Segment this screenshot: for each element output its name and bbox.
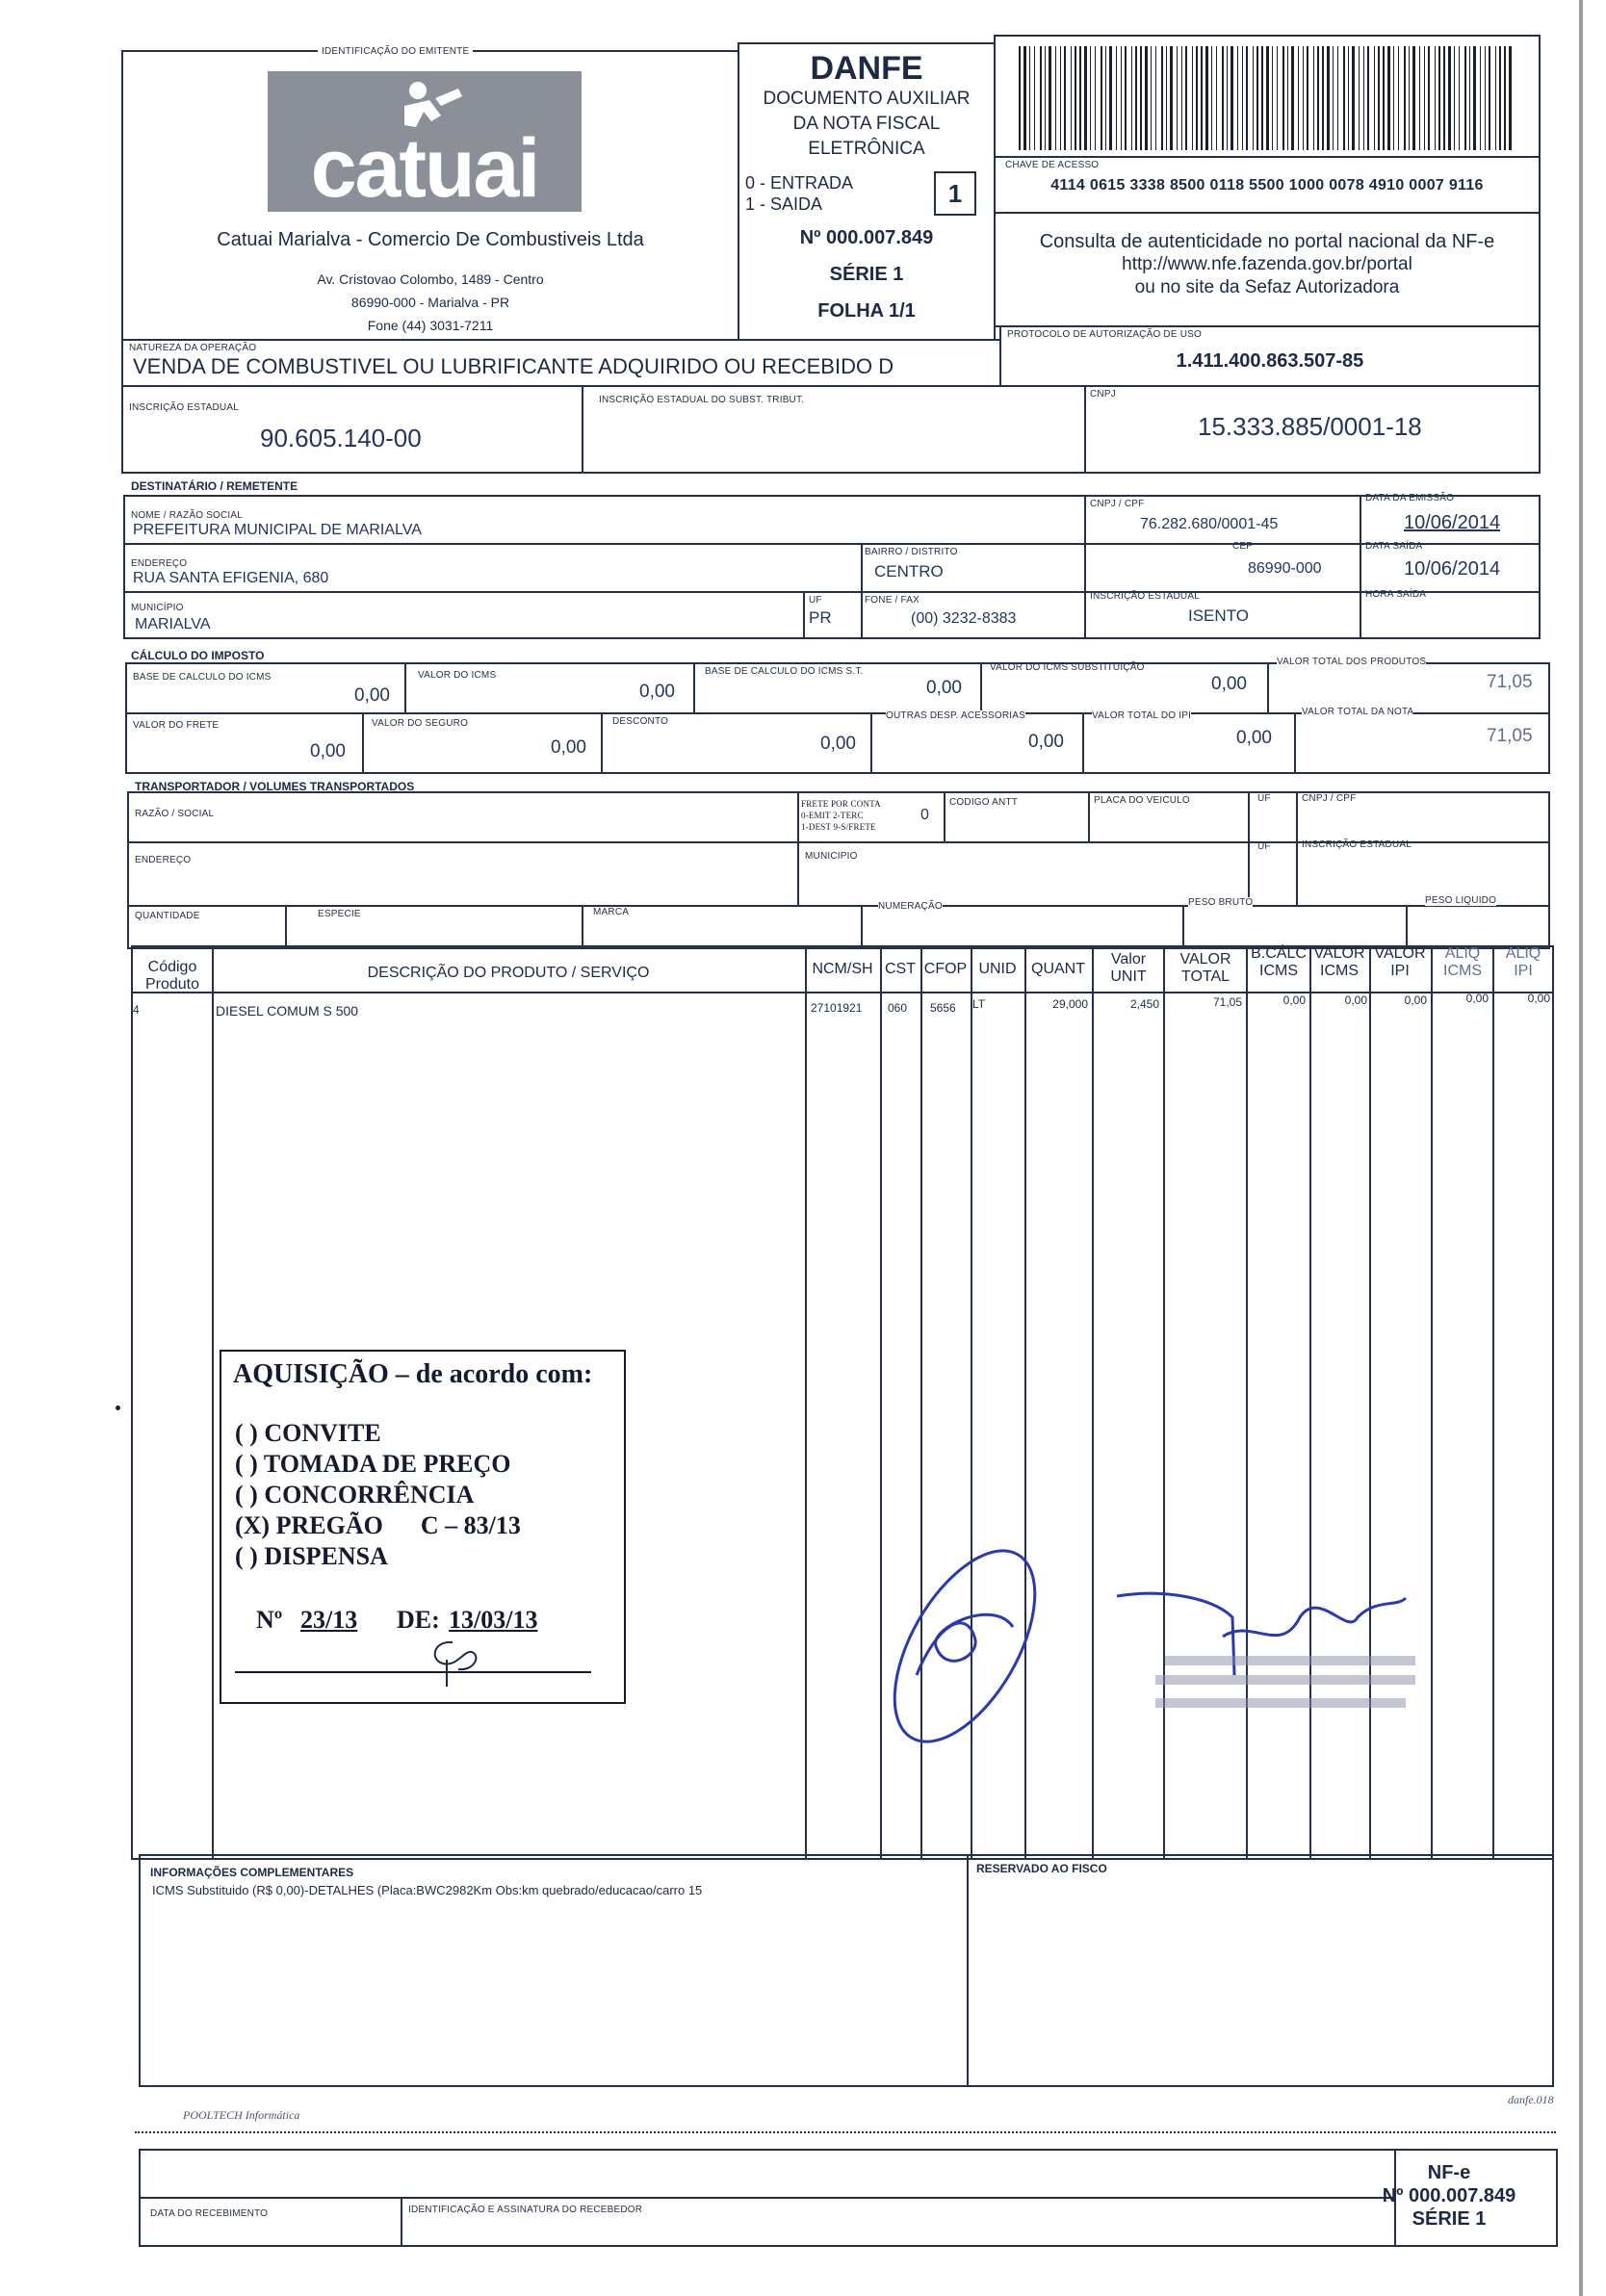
- footer-right: danfe.018: [1508, 2093, 1554, 2106]
- dest-ie: ISENTO: [1188, 606, 1249, 625]
- cell-vicms: 0,00: [1344, 993, 1367, 1007]
- protocolo-value: 1.411.400.863.507-85: [1176, 350, 1364, 372]
- complementares-text: ICMS Substituido (R$ 0,00)-DETALHES (Placa:BWC2982Km Obs:km quebrado/educacao/carro 15: [152, 1883, 703, 1897]
- imposto-section: CÁLCULO DO IMPOSTO: [131, 649, 265, 662]
- chave-consulta-3: ou no site da Sefaz Autorizadora: [1134, 277, 1400, 297]
- transp-frete-3: 1-DEST 9-S/FRETE: [801, 822, 876, 832]
- cell-codigo: 4: [133, 1003, 140, 1017]
- chave-consulta-1: Consulta de autenticidade no portal nacional da NF-e: [1039, 231, 1495, 252]
- ie-value: 90.605.140-00: [260, 424, 422, 452]
- cell-vipi: 0,00: [1404, 993, 1427, 1007]
- dest-uf: PR: [809, 608, 832, 627]
- stamp-title: AQUISIÇÃO – de acordo com:: [233, 1359, 593, 1389]
- danfe-subtitle-2: DA NOTA FISCAL: [792, 114, 941, 134]
- transp-liquido-label: PESO LIQUIDO: [1425, 895, 1497, 906]
- cell-aicms: 0,00: [1465, 992, 1489, 1005]
- stamp-line1: ( ) CONVITE: [235, 1419, 381, 1447]
- footer-serie: SÉRIE 1: [1412, 2208, 1487, 2230]
- emitente-address-1: Av. Cristovao Colombo, 1489 - Centro: [317, 271, 544, 287]
- th-descricao: DESCRIÇÃO DO PRODUTO / SERVIÇO: [367, 965, 650, 981]
- th-vtotal: VALOR TOTAL: [1179, 951, 1231, 985]
- transp-razao-label: RAZÃO / SOCIAL: [135, 809, 215, 819]
- dest-nome-label: NOME / RAZÃO SOCIAL: [131, 510, 244, 521]
- dest-cep-label: CEP: [1232, 541, 1254, 552]
- dest-cnpj: 76.282.680/0001-45: [1140, 516, 1279, 532]
- transp-ie-label: INSCRIÇÃO ESTADUAL: [1302, 839, 1412, 850]
- emitente-logo: [268, 71, 582, 215]
- signature-2: [1107, 1579, 1435, 1742]
- ie-st-label: INSCRIÇÃO ESTADUAL DO SUBST. TRIBUT.: [599, 395, 805, 405]
- assinatura-label: IDENTIFICAÇÃO E ASSINATURA DO RECEBEDOR: [408, 2205, 643, 2215]
- dest-endereco-label: ENDEREÇO: [131, 558, 188, 569]
- chave-consulta-2: http://www.nfe.fazenda.gov.br/portal: [1122, 254, 1412, 274]
- cell-bc: 0,00: [1282, 993, 1306, 1007]
- th-vicms: VALOR ICMS: [1313, 945, 1365, 979]
- danfe-numero: Nº 000.007.849: [799, 227, 934, 248]
- th-ncm: NCM/SH: [812, 961, 873, 977]
- transp-bruto-label: PESO BRUTO: [1188, 897, 1254, 908]
- transp-cnpj-label: CNPJ / CPF: [1302, 793, 1357, 804]
- cell-cst: 060: [888, 1001, 908, 1015]
- cell-quant: 29,000: [1052, 997, 1088, 1011]
- stamp-line5: ( ) DISPENSA: [235, 1542, 388, 1570]
- cut-line: [135, 2131, 1556, 2133]
- danfe-serie: SÉRIE 1: [829, 264, 904, 285]
- footer-left: POOLTECH Informática: [183, 2108, 300, 2122]
- th-cfop: CFOP: [923, 961, 968, 977]
- scan-edge: [1579, 0, 1583, 2296]
- aquisicao-stamp: [220, 1350, 626, 1704]
- th-cst: CST: [885, 961, 916, 977]
- emitente-phone: Fone (44) 3031-7211: [367, 318, 494, 333]
- v-prod: 71,05: [1487, 672, 1533, 692]
- barcode: [1019, 46, 1515, 150]
- dest-fone: (00) 3232-8383: [911, 610, 1017, 627]
- dest-ie-label: INSCRIÇÃO ESTADUAL: [1090, 591, 1200, 602]
- th-codigo: Código Produto: [144, 959, 200, 993]
- natureza-label: NATUREZA DA OPERAÇÃO: [129, 343, 257, 353]
- bc-st: 0,00: [926, 678, 962, 698]
- cell-descricao: DIESEL COMUM S 500: [216, 1003, 359, 1019]
- th-quant: QUANT: [1031, 961, 1085, 977]
- stamp-line3: ( ) CONCORRÊNCIA: [235, 1481, 475, 1509]
- stamp-de-prefix: DE:: [397, 1606, 440, 1634]
- transp-qtd-label: QUANTIDADE: [135, 911, 200, 921]
- outras: 0,00: [1028, 732, 1064, 752]
- transp-uf-label: UF: [1257, 793, 1271, 804]
- transp-uf2-label: UF: [1257, 841, 1271, 852]
- signature-1: [878, 1511, 1071, 1752]
- dest-fone-label: FONE / FAX: [865, 595, 920, 606]
- v-icms: 0,00: [639, 682, 675, 702]
- nota: 71,05: [1487, 726, 1533, 746]
- destinatario-section: DESTINATÁRIO / REMETENTE: [131, 479, 298, 493]
- transp-especie-label: ESPECIE: [318, 909, 361, 919]
- dest-municipio: MARIALVA: [135, 616, 211, 632]
- cell-unid: LT: [972, 997, 986, 1011]
- th-unid: UNID: [978, 961, 1017, 977]
- danfe-saida: 1 - SAIDA: [745, 194, 823, 214]
- bc-icms: 0,00: [354, 685, 390, 706]
- dest-bairro: CENTRO: [874, 562, 944, 580]
- transp-antt-label: CODIGO ANTT: [949, 797, 1019, 808]
- complementares-label: INFORMAÇÕES COMPLEMENTARES: [150, 1866, 354, 1879]
- bc-icms-label: BASE DE CALCULO DO ICMS: [133, 672, 272, 683]
- v-icms-label: VALOR DO ICMS: [418, 670, 497, 681]
- v-st: 0,00: [1211, 674, 1247, 694]
- frete-label: VALOR DO FRETE: [133, 720, 220, 731]
- transporte-section: TRANSPORTADOR / VOLUMES TRANSPORTADOS: [135, 780, 415, 793]
- cell-cfop: 5656: [930, 1001, 956, 1015]
- transp-placa-label: PLACA DO VEICULO: [1094, 795, 1190, 806]
- th-vunit: Valor UNIT: [1110, 951, 1147, 985]
- cell-aipi: 0,00: [1527, 992, 1550, 1005]
- danfe-subtitle-3: ELETRÔNICA: [808, 139, 925, 159]
- scan-dot: [116, 1406, 120, 1410]
- footer-nfe: NF-e: [1427, 2162, 1471, 2183]
- v-st-label: VALOR DO ICMS SUBSTITUIÇÃO: [990, 662, 1145, 673]
- stamp-line2: ( ) TOMADA DE PREÇO: [235, 1450, 511, 1478]
- chave-value: 4114 0615 3338 8500 0118 5500 1000 0078 4910 0007 9116: [1050, 177, 1484, 193]
- ie-label: INSCRIÇÃO ESTADUAL: [129, 402, 239, 413]
- bc-st-label: BASE DE CALCULO DO ICMS S.T.: [705, 666, 864, 677]
- danfe-tipo: 1: [934, 171, 976, 216]
- danfe-subtitle-1: DOCUMENTO AUXILIAR: [763, 89, 971, 109]
- dest-cep: 86990-000: [1248, 560, 1322, 577]
- dest-saida-label: DATA SAÍDA: [1365, 541, 1423, 552]
- desconto: 0,00: [820, 734, 856, 754]
- chave-label: CHAVE DE ACESSO: [1005, 160, 1100, 170]
- outras-label: OUTRAS DESP. ACESSORIAS: [886, 710, 1026, 721]
- footer-numero: Nº 000.007.849: [1382, 2185, 1516, 2206]
- stamp-line4: (X) PREGÃO C – 83/13: [235, 1511, 521, 1539]
- ipi: 0,00: [1236, 728, 1272, 748]
- danfe-entrada: 0 - ENTRADA: [745, 173, 854, 193]
- th-vipi: VALOR IPI: [1374, 945, 1426, 979]
- fisco-label: RESERVADO AO FISCO: [976, 1862, 1107, 1875]
- transp-frete-1: FRETE POR CONTA: [801, 799, 881, 809]
- dest-cnpj-label: CNPJ / CPF: [1090, 499, 1145, 509]
- transp-municipio-label: MUNICIPIO: [805, 851, 858, 862]
- v-prod-label: VALOR TOTAL DOS PRODUTOS: [1277, 657, 1427, 667]
- th-aipi: ALIQ IPI: [1505, 945, 1541, 979]
- cnpj-label: CNPJ: [1090, 389, 1116, 400]
- dest-bairro-label: BAIRRO / DISTRITO: [865, 547, 958, 557]
- th-bc: B.CÁLC ICMS: [1251, 945, 1307, 979]
- frete: 0,00: [310, 741, 346, 761]
- dest-emissao: 10/06/2014: [1404, 512, 1501, 533]
- natureza-value: VENDA DE COMBUSTIVEL OU LUBRIFICANTE ADQUIRIDO OU RECEBIDO D: [133, 354, 894, 378]
- protocolo-label: PROTOCOLO DE AUTORIZAÇÃO DE USO: [1007, 329, 1202, 340]
- stamp-initials-signature: [414, 1631, 501, 1689]
- danfe-folha: FOLHA 1/1: [817, 300, 916, 322]
- emitente-address-2: 86990-000 - Marialva - PR: [350, 295, 510, 310]
- destinatario-box: [123, 495, 1541, 639]
- seguro-label: VALOR DO SEGURO: [372, 718, 469, 729]
- cell-ncm: 27101921: [811, 1001, 863, 1015]
- stamp-numero-prefix: Nº: [256, 1606, 283, 1634]
- ipi-label: VALOR TOTAL DO IPI: [1092, 710, 1192, 721]
- dest-hora-label: HORA SAÍDA: [1365, 589, 1427, 600]
- desconto-label: DESCONTO: [612, 716, 669, 727]
- danfe-title: DANFE: [810, 50, 923, 87]
- stamp-numero: 23/13: [300, 1606, 358, 1634]
- stamp-data: 13/03/13: [449, 1606, 538, 1634]
- cnpj-value: 15.333.885/0001-18: [1198, 412, 1422, 441]
- transp-frete-value: 0: [920, 807, 929, 823]
- dest-endereco: RUA SANTA EFIGENIA, 680: [133, 570, 329, 586]
- transp-endereco-label: ENDEREÇO: [135, 855, 192, 865]
- nota-label: VALOR TOTAL DA NOTA: [1302, 707, 1414, 717]
- logo-text: catuai: [310, 122, 539, 215]
- dest-saida: 10/06/2014: [1404, 558, 1501, 580]
- cell-vtotal: 71,05: [1212, 995, 1242, 1009]
- th-aicms: ALIQ ICMS: [1443, 945, 1482, 979]
- seguro: 0,00: [551, 737, 586, 758]
- dest-municipio-label: MUNICÍPIO: [131, 603, 184, 613]
- emitente-section-label: IDENTIFICAÇÃO DO EMITENTE: [318, 46, 473, 57]
- dest-uf-label: UF: [809, 595, 822, 606]
- cell-vunit: 2,450: [1129, 997, 1159, 1011]
- recebimento-label: DATA DO RECEBIMENTO: [150, 2208, 269, 2219]
- transp-frete-2: 0-EMIT 2-TERC: [801, 811, 864, 820]
- emitente-name: Catuai Marialva - Comercio De Combustiveis Ltda: [217, 229, 644, 250]
- dest-nome: PREFEITURA MUNICIPAL DE MARIALVA: [133, 522, 422, 538]
- dest-emissao-label: DATA DA EMISSÃO: [1365, 493, 1455, 503]
- transp-marca-label: MARCA: [593, 907, 630, 917]
- transp-numeracao-label: NUMERAÇÃO: [878, 901, 943, 912]
